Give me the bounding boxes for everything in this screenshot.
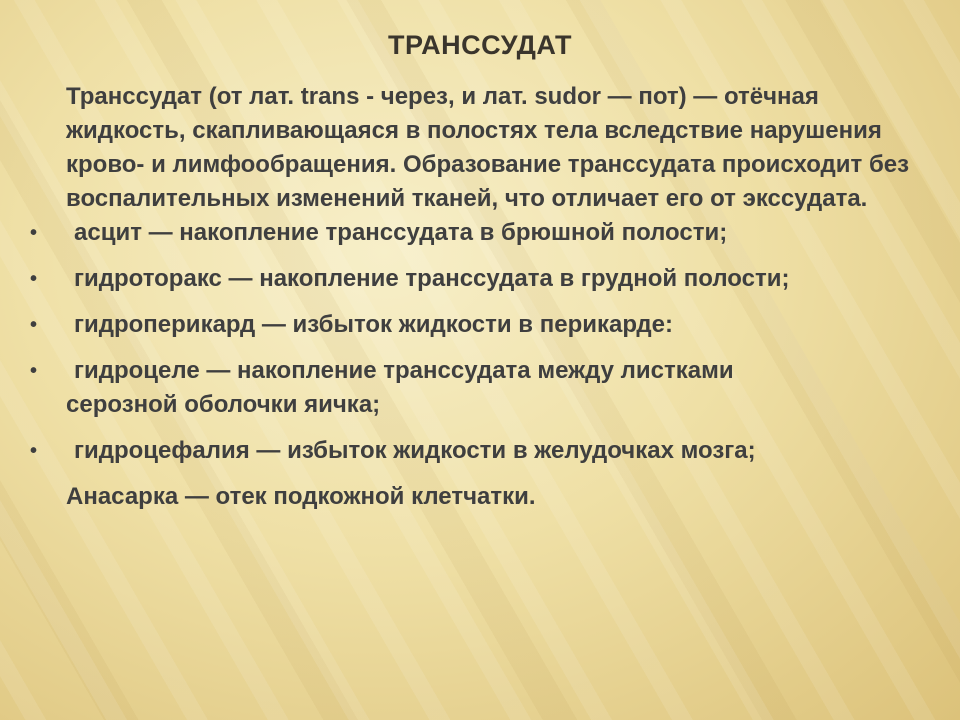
list-item-text: асцит — накопление транссудата в брюшной полости; xyxy=(74,219,728,246)
list-item-text: гидроторакс — накопление транссудата в грудной полости; xyxy=(74,265,790,292)
intro-paragraph: Транссудат (от лат. trans - через, и лат. sudor — пот) — отёчная жидкость, скапливающаяся в полостях тела вследствие нарушения крово- и лимфообращения. Образование транссудата происходит без воспалительных изменений тканей, что отличает его от экссудата. xyxy=(66,83,910,212)
bullet-icon: • xyxy=(30,360,38,382)
slide-title: ТРАНССУДАТ xyxy=(387,30,573,60)
list-item-continuation: серозной оболочки яичка; xyxy=(66,391,381,418)
list-item-text: гидроцеле — накопление транссудата между листками xyxy=(74,357,734,384)
closing-line: Анасарка — отек подкожной клетчатки. xyxy=(66,483,536,510)
list-item-text: гидроцефалия — избыток жидкости в желудочках мозга; xyxy=(74,437,756,464)
bullet-icon: • xyxy=(30,440,38,462)
bullet-icon: • xyxy=(30,268,38,290)
slide-body xyxy=(30,80,935,514)
list-item-text: гидроперикард — избыток жидкости в перикарде: xyxy=(74,311,673,338)
list-item-hydrothorax xyxy=(30,262,935,296)
list-item-ascites xyxy=(30,216,935,250)
bullet-icon: • xyxy=(30,314,38,336)
list-item-hydropericardium xyxy=(30,308,935,342)
bullet-list xyxy=(30,216,935,468)
bullet-icon: • xyxy=(30,222,38,244)
list-item-hydrocele xyxy=(30,354,935,422)
list-item-hydrocephalus xyxy=(30,434,935,468)
